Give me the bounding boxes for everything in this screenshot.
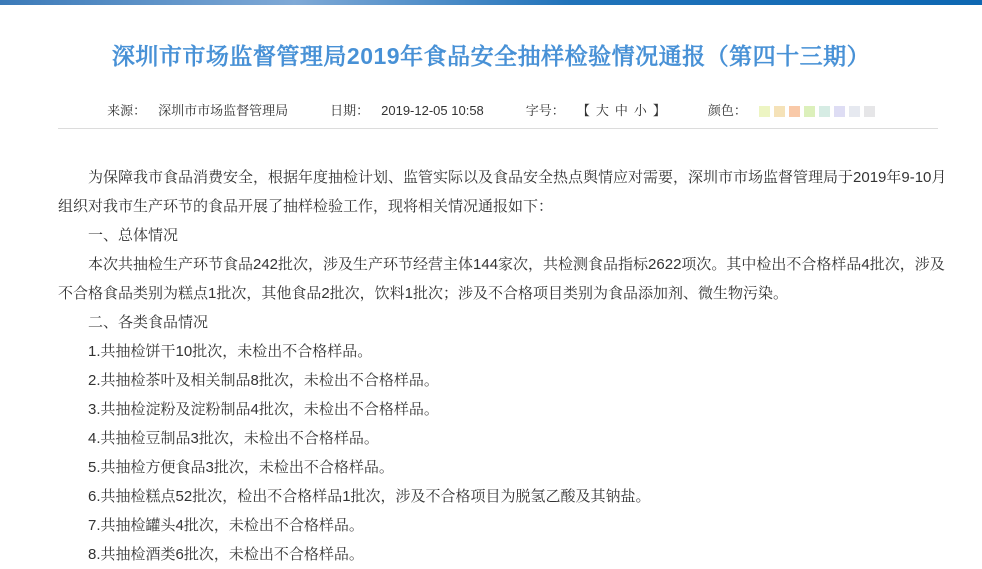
page-title: 深圳市市场监督管理局2019年食品安全抽样检验情况通报（第四十三期） [111, 43, 871, 69]
date-label: 日期： [330, 103, 370, 118]
meta-color [708, 103, 875, 119]
color-swatch[interactable] [789, 106, 800, 117]
font-size-label: 字号： [525, 103, 565, 118]
font-size-large-link[interactable]: 大 [595, 103, 609, 118]
meta-font-size [526, 103, 666, 119]
meta-source [107, 103, 288, 119]
body-paragraph: 3.共抽检淀粉及淀粉制品4批次，未检出不合格样品。 [88, 401, 439, 418]
color-swatch[interactable] [819, 106, 830, 117]
font-size-selector [577, 103, 666, 119]
source-value: 深圳市市场监督管理局 [158, 103, 289, 118]
color-swatch[interactable] [834, 106, 845, 117]
body-paragraph: 二、各类食品情况 [88, 314, 209, 331]
color-swatch[interactable] [849, 106, 860, 117]
font-size-medium-link[interactable]: 中 [614, 103, 628, 118]
body-paragraph: 1.共抽检饼干10批次，未检出不合格样品。 [88, 343, 373, 360]
source-label: 来源： [107, 103, 147, 118]
meta-date [330, 103, 484, 119]
color-swatch[interactable] [774, 106, 785, 117]
color-swatch[interactable] [759, 106, 770, 117]
font-size-small-link[interactable]: 小 [633, 103, 647, 118]
color-swatch[interactable] [864, 106, 875, 117]
body-paragraph: 6.共抽检糕点52批次，检出不合格样品1批次，涉及不合格项目为脱氢乙酸及其钠盐。 [88, 488, 651, 505]
color-swatch-list [759, 106, 875, 117]
font-size-bracket-open: 【 [576, 103, 590, 118]
body-paragraph: 7.共抽检罐头4批次，未检出不合格样品。 [88, 517, 364, 534]
body-paragraph: 4.共抽检豆制品3批次，未检出不合格样品。 [88, 430, 379, 447]
body-paragraph: 2.共抽检茶叶及相关制品8批次，未检出不合格样品。 [88, 372, 439, 389]
meta-bar [0, 103, 982, 119]
body-paragraph: 一、总体情况 [88, 227, 179, 244]
date-value: 2019-12-05 10:58 [381, 103, 484, 118]
font-size-bracket-close: 】 [652, 103, 666, 118]
body-paragraph: 为保障我市食品消费安全，根据年度抽检计划、监管实际以及食品安全热点舆情应对需要，深圳市市场监督管理局于2019年9-10月组织对我市生产环节的食品开展了抽样检验工作，现将相关情况通报如下： [58, 169, 947, 215]
body-paragraph: 8.共抽检酒类6批次，未检出不合格样品。 [88, 546, 364, 563]
body-paragraph: 本次共抽检生产环节食品242批次，涉及生产环节经营主体144家次，共检测食品指标2622项次。其中检出不合格样品4批次，涉及不合格食品类别为糕点1批次，其他食品2批次，饮料1批次；涉及不合格项目类别为食品添加剂、微生物污染。 [58, 256, 945, 302]
color-label: 颜色： [707, 103, 747, 118]
top-accent-bar [0, 0, 982, 5]
body-paragraph: 5.共抽检方便食品3批次，未检出不合格样品。 [88, 459, 394, 476]
color-swatch[interactable] [804, 106, 815, 117]
article-body [58, 129, 958, 569]
